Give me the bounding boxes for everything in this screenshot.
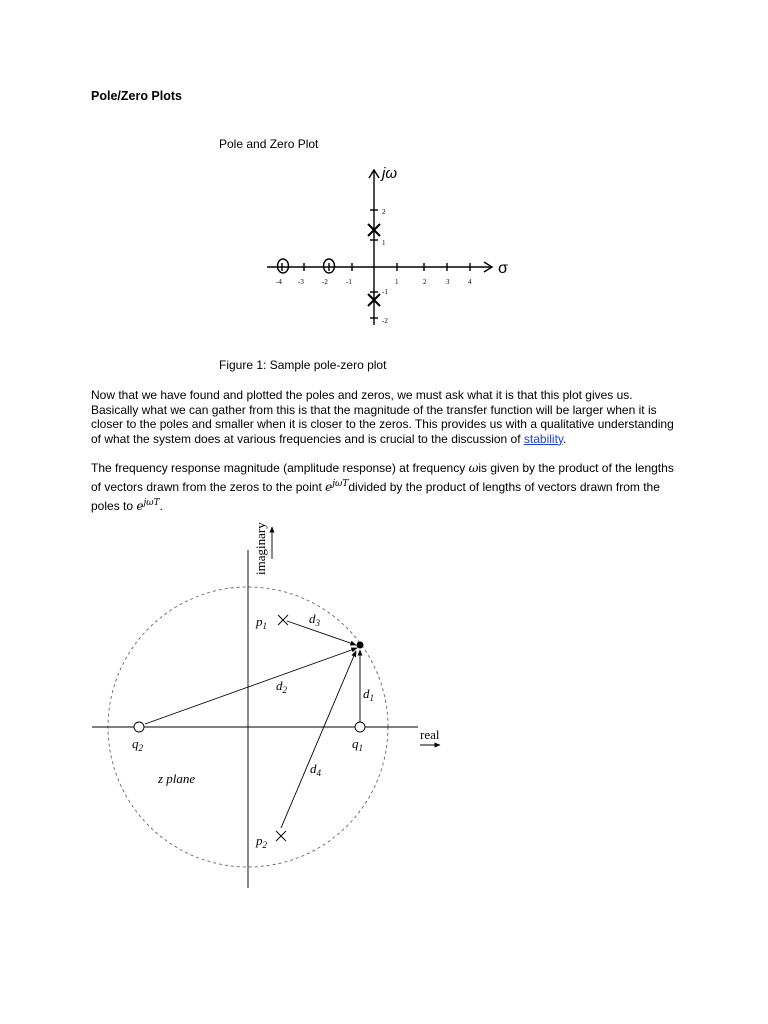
y-tick-label: 2 [382,208,386,216]
p2-label: $p_2$ [256,833,267,850]
point-ejwt [357,642,364,649]
q2-label: $q_2$ [132,736,143,753]
y-tick-label: 1 [382,239,386,247]
d3-label: $d_3$ [309,611,320,628]
pole-zero-plot [262,160,522,330]
figure1-caption: Figure 1: Sample pole-zero plot [219,358,387,372]
x-tick-label: -4 [276,278,282,286]
d1-label: $d_1$ [363,686,374,703]
x-tick-label: 1 [395,278,399,286]
d4-label: $d_4$ [310,761,321,778]
paragraph-poles-zeros: Now that we have found and plotted the poles and zeros, we must ask what it is that this plot gives us. Basically what we can gather from this is that the magnitude of the transfer function will be larger when it is closer to the poles and smaller when it is closer to the zeros. This provides us with a qualitative understanding of what the system does at various frequencies and is crucial to the discussion of stability. [91,388,674,446]
x-tick-label: 2 [423,278,427,286]
jw-axis-label: jω [382,165,398,182]
page-heading: Pole/Zero Plots [91,89,182,103]
pole-p2 [276,831,286,841]
y-tick-label: -2 [382,317,388,325]
stability-link[interactable]: stability [523,431,564,446]
exp-jwt: $e^{j\omega T}$ [325,479,349,494]
paragraph-text: Now that we have found and plotted the poles and zeros, we must ask what it is that this plot gives us. Basically what we can gather from this is that the magnitude of the transfer function will be larger when it is closer to the poles and smaller when it is closer to the zeros. This provides us with a qualitative understanding of what the system does at various frequencies and is crucial to the discussion of [91,388,674,446]
p1-label: $p_1$ [256,614,267,631]
paragraph-frequency-response: The frequency response magnitude (amplitude response) at frequency ωis given by the product of the lengths of vectors drawn from the zeros to the point $e^{j\omega T}divided$ by the product of lengths of vectors drawn from the poles to $e^{j\omega T}$. [91,461,674,513]
exp-jwt: $e^{j\omega T}$ [136,498,160,513]
vector-d3 [287,621,356,645]
real-label: real [420,727,440,742]
x-tick-label: -2 [322,278,328,286]
x-tick-label: 4 [468,278,472,286]
q1-label: $q_1$ [352,736,363,753]
figure1-title: Pole and Zero Plot [219,137,319,151]
imaginary-label: imaginary [253,522,268,575]
x-tick-label: 3 [446,278,450,286]
vector-d4 [281,651,356,828]
vector-d2 [145,648,357,724]
pole-p1 [278,615,288,625]
d2-label: $d_2$ [276,678,287,695]
zero-q1 [355,722,365,732]
y-tick-label: -1 [382,288,388,296]
zero-q2 [134,722,144,732]
x-tick-label: -3 [298,278,304,286]
z-plane-diagram [80,505,460,895]
sigma-axis-label: σ [498,260,508,277]
omega-symbol: ω [468,461,479,475]
z-plane-label: z plane [158,771,196,786]
x-tick-label: -1 [346,278,352,286]
zero-marker [278,259,289,273]
